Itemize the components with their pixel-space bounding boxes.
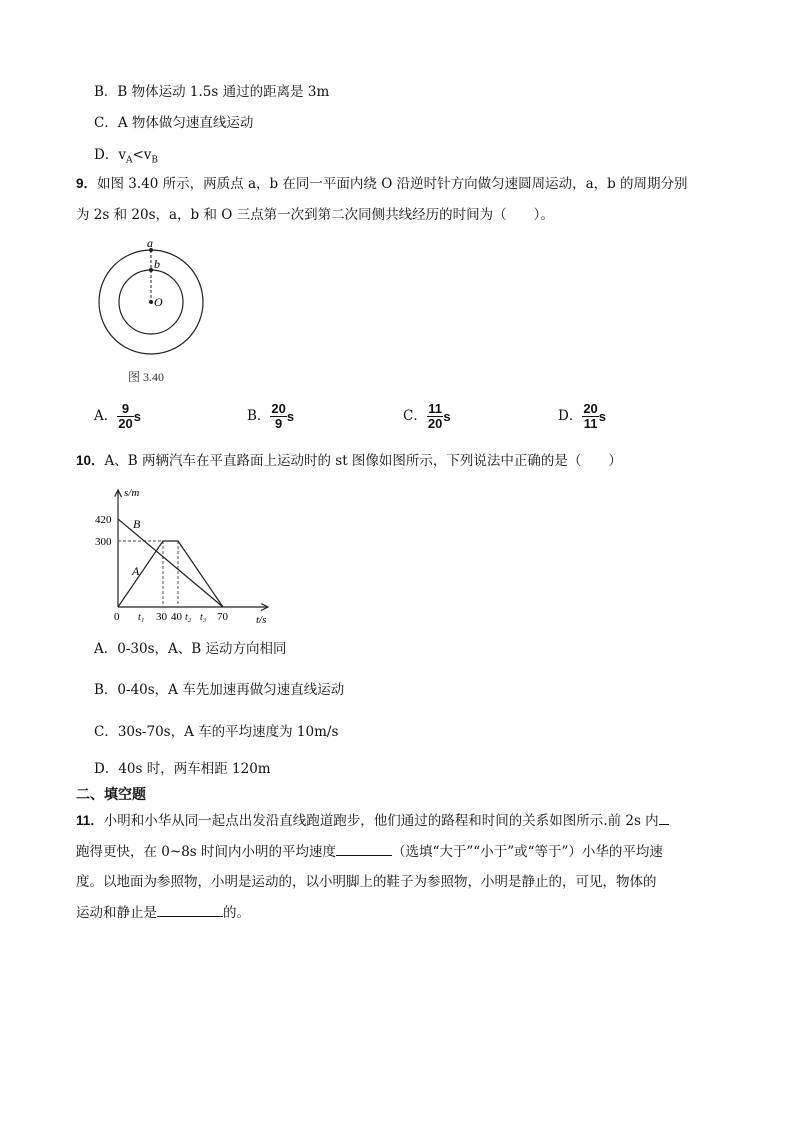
q9-option-b-num: 20	[271, 401, 286, 416]
x-tick-t2: t₂	[185, 612, 192, 623]
q8-option-d-lt: <	[132, 147, 144, 163]
q9-number: 9．	[76, 176, 98, 191]
x-tick-70: 70	[217, 611, 228, 623]
q8-option-d-prefix: D．	[94, 147, 119, 163]
x-tick-40: 40	[171, 611, 182, 623]
q11-text-2a: 跑得更快，在 0~8s 时间内小明的平均速度	[76, 844, 336, 860]
x-tick-t1: t₁	[138, 612, 145, 623]
label-line-a: A	[132, 564, 140, 578]
q9-option-c	[403, 402, 451, 431]
q8-option-b: B．B 物体运动 1.5s 通过的距离是 3m	[94, 84, 330, 100]
q10-number: 10．	[76, 453, 105, 468]
q11-text-1: 小明和小华从同一起点出发沿直线跑道跑步，他们通过的路程和时间的关系如图所示.前 2s 内	[103, 813, 659, 829]
label-line-b: B	[133, 517, 141, 531]
q9-option-d	[558, 402, 606, 431]
point-b	[149, 268, 153, 272]
q11-line4	[76, 902, 250, 923]
q11-line1	[76, 810, 669, 831]
q9-option-d-unit: s	[598, 409, 607, 424]
q9-option-b-fraction	[270, 402, 286, 431]
q9-option-d-fraction	[582, 402, 598, 431]
x-tick-30: 30	[156, 611, 167, 623]
label-a: a	[147, 240, 153, 250]
q9-option-c-unit: s	[443, 409, 451, 424]
x-axis-label: t/s	[256, 614, 267, 626]
q11-blank-2	[336, 841, 392, 856]
q9-option-d-num: 20	[583, 401, 598, 416]
q10-st-graph	[86, 480, 286, 630]
x-tick-t3: t₃	[200, 612, 207, 623]
q11-blank-3	[157, 902, 223, 917]
q9-option-b-unit: s	[286, 409, 295, 424]
q11-blank-1	[659, 810, 669, 825]
q10-text: A、B 两辆汽车在平直路面上运动时的 st 图像如图所示，下列说法中正确的是（ ）	[104, 453, 622, 469]
q8-option-c: C．A 物体做匀速直线运动	[94, 115, 254, 131]
q9-option-a-fraction	[117, 402, 133, 431]
q9-option-b	[247, 402, 294, 431]
q8-option-d-sub-b: B	[151, 155, 159, 166]
q9-option-b-den: 9	[275, 416, 283, 431]
figure-caption: 图 3.40	[128, 370, 165, 384]
q8-option-d-sub-a: A	[125, 155, 133, 166]
q9-option-a	[94, 402, 141, 431]
q9-option-a-den: 20	[118, 416, 133, 431]
line-b	[118, 519, 223, 607]
q9-option-c-num: 11	[428, 401, 442, 416]
label-o: O	[154, 295, 163, 309]
q9-option-d-letter: D．	[558, 408, 583, 424]
label-b: b	[154, 257, 160, 271]
q8-option-d	[94, 145, 158, 171]
section-heading: 二、填空题	[76, 786, 146, 802]
origin-label: 0	[114, 611, 120, 623]
q9-option-c-fraction	[427, 402, 443, 431]
q9-text-line1	[76, 174, 688, 194]
q10-option-a: A．0-30s，A、B 运动方向相同	[94, 641, 287, 657]
q11-line3: 度。以地面为参照物，小明是运动的，以小明脚上的鞋子为参照物，小明是静止的，可见，物体的	[76, 874, 657, 890]
q11-line2	[76, 841, 663, 862]
q9-option-a-letter: A．	[94, 408, 118, 424]
q11-number: 11．	[76, 813, 104, 828]
q10-option-b: B．0-40s，A 车先加速再做匀速直线运动	[94, 682, 345, 698]
y-axis-label: s/m	[124, 487, 140, 499]
q11-text-2b: （选填“大于”“小于”或“等于”）小华的平均速	[392, 844, 663, 860]
q11-text-4b: 的。	[223, 905, 250, 921]
q8-option-d-vb: v	[143, 147, 152, 163]
y-tick-300: 300	[95, 536, 112, 548]
q9-text-line2: 为 2s 和 20s，a，b 和 O 三点第一次到第二次同侧共线经历的时间为（ ）。	[76, 207, 554, 223]
q10-text-line	[76, 451, 622, 471]
q9-text: 如图 3.40 所示，两质点 a，b 在同一平面内绕 O 沿逆时针方向做匀速圆周运动，a，b 的周期分别	[97, 176, 688, 192]
point-o	[149, 300, 153, 304]
q11-text-4a: 运动和静止是	[76, 905, 157, 921]
q9-option-c-letter: C．	[403, 408, 427, 424]
q9-option-b-letter: B．	[247, 408, 271, 424]
q10-option-d: D．40s 时，两车相距 120m	[94, 761, 271, 777]
q8-option-d-va: v	[118, 147, 126, 163]
q9-figure	[96, 240, 216, 390]
q10-option-c: C．30s-70s，A 车的平均速度为 10m/s	[94, 724, 339, 740]
q9-option-c-den: 20	[427, 416, 443, 431]
y-tick-420: 420	[95, 514, 112, 526]
q9-option-a-num: 9	[117, 402, 133, 417]
q9-option-a-unit: s	[133, 409, 141, 424]
q9-option-d-den: 11	[583, 416, 598, 431]
